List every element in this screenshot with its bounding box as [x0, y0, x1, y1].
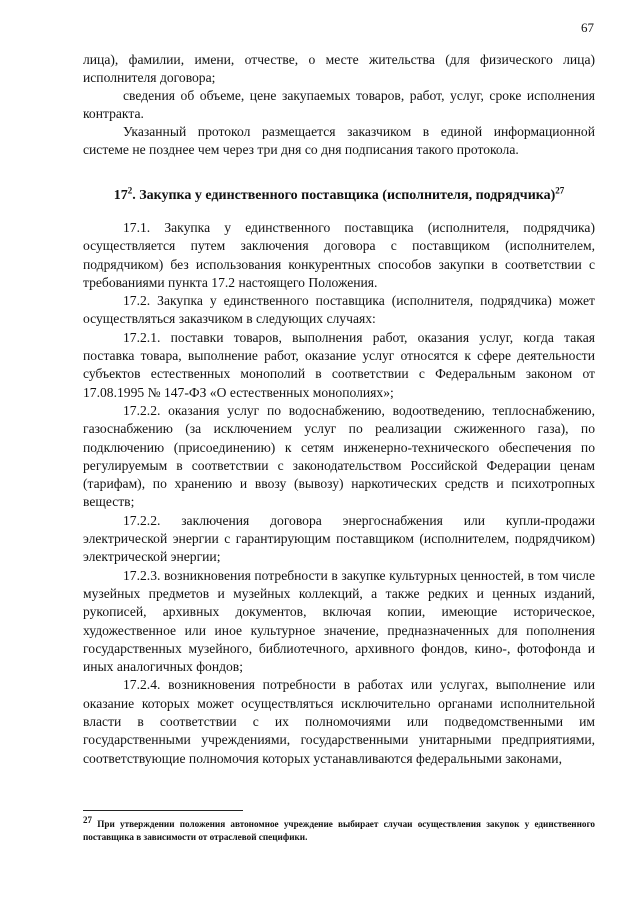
section-body	[83, 219, 595, 768]
clause-17-2-2-energy: 17.2.2. заключения договора энергоснабжения или купли-продажи электрической энергии с гарантирующим поставщиком (исполнителем, подрядчиком) электрической энергии;	[83, 512, 595, 565]
paragraph: сведения об объеме, цене закупаемых товаров, работ, услуг, сроке исполнения контракта.	[83, 88, 595, 121]
clause-17-2-2-water: 17.2.2. оказания услуг по водоснабжению, водоотведению, теплоснабжению, газоснабжению (за исключением услуг по реализации сжиженного газа), по подключению (присоединению) к сетям инженерно-технического обеспечения по регулируемым в соответствии с законодательством Российской Федерации ценам (тарифам), по хранению и ввозу (вывозу) наркотических средств и психотропных веществ;	[83, 402, 595, 510]
footnote	[83, 814, 595, 843]
heading-number-superscript: 2	[127, 185, 133, 196]
clause-17-1: 17.1. Закупка у единственного поставщика (исполнителя, подрядчика) осуществляется путем заключения договора с поставщиком (исполнителем, подрядчиком) без использования конкурентных способов закупки в соответствии с требованиями пункта 17.2 настоящего Положения.	[83, 220, 595, 290]
clause-17-2-4: 17.2.4. возникновения потребности в работах или услугах, выполнение или оказание которых может осуществляться исключительно органами исполнительной власти в соответствии с их полномочиями или подведомственными им государственными учреждениями, государственными унитарными предприятиями, соответствующие полномочия которых устанавливаются федеральными законами,	[83, 677, 595, 766]
clause-17-2-1: 17.2.1. поставки товаров, выполнения работ, оказания услуг, когда такая поставка товара, выполнение работ, оказание услуг относятся к сфере деятельности субъектов естественных монополий в соответствии с Федеральным законом от 17.08.1995 № 147-ФЗ «О естественных монополиях»;	[83, 329, 595, 400]
page-number: 67	[581, 20, 594, 35]
section-heading	[83, 186, 595, 206]
intro-text	[83, 51, 595, 159]
footnote-number: 27	[83, 814, 92, 825]
paragraph: лица), фамилии, имени, отчестве, о месте жительства (для физического лица) исполнителя договора;	[83, 52, 595, 85]
paragraph: Указанный протокол размещается заказчиком в единой информационной системе не позднее чем через три дня со дня подписания такого протокола.	[83, 124, 595, 157]
clause-17-2: 17.2. Закупка у единственного поставщика (исполнителя, подрядчика) может осуществляться заказчиком в следующих случаях:	[83, 293, 595, 327]
heading-text: . Закупка у единственного поставщика (исполнителя, подрядчика)	[132, 188, 556, 203]
footnote-divider	[83, 810, 243, 811]
heading-number: 17	[113, 188, 128, 203]
clause-17-2-3: 17.2.3. возникновения потребности в закупке культурных ценностей, в том числе музейных предметов и музейных коллекций, а также редких и ценных изданий, рукописей, архивных документов, включая копии, имеющие историческое, художественное или иное культурное значение, предназначенных для пополнения государственных музейного, библиотечного, архивного фондов, кино-, фотофонда и иных аналогичных фондов;	[83, 567, 595, 675]
footnote-text: При утверждении положения автономное учреждение выбирает случаи осуществления закупок у единственного поставщика в зависимости от отраслевой специфики.	[83, 819, 595, 842]
footnote-reference: 27	[555, 185, 565, 196]
